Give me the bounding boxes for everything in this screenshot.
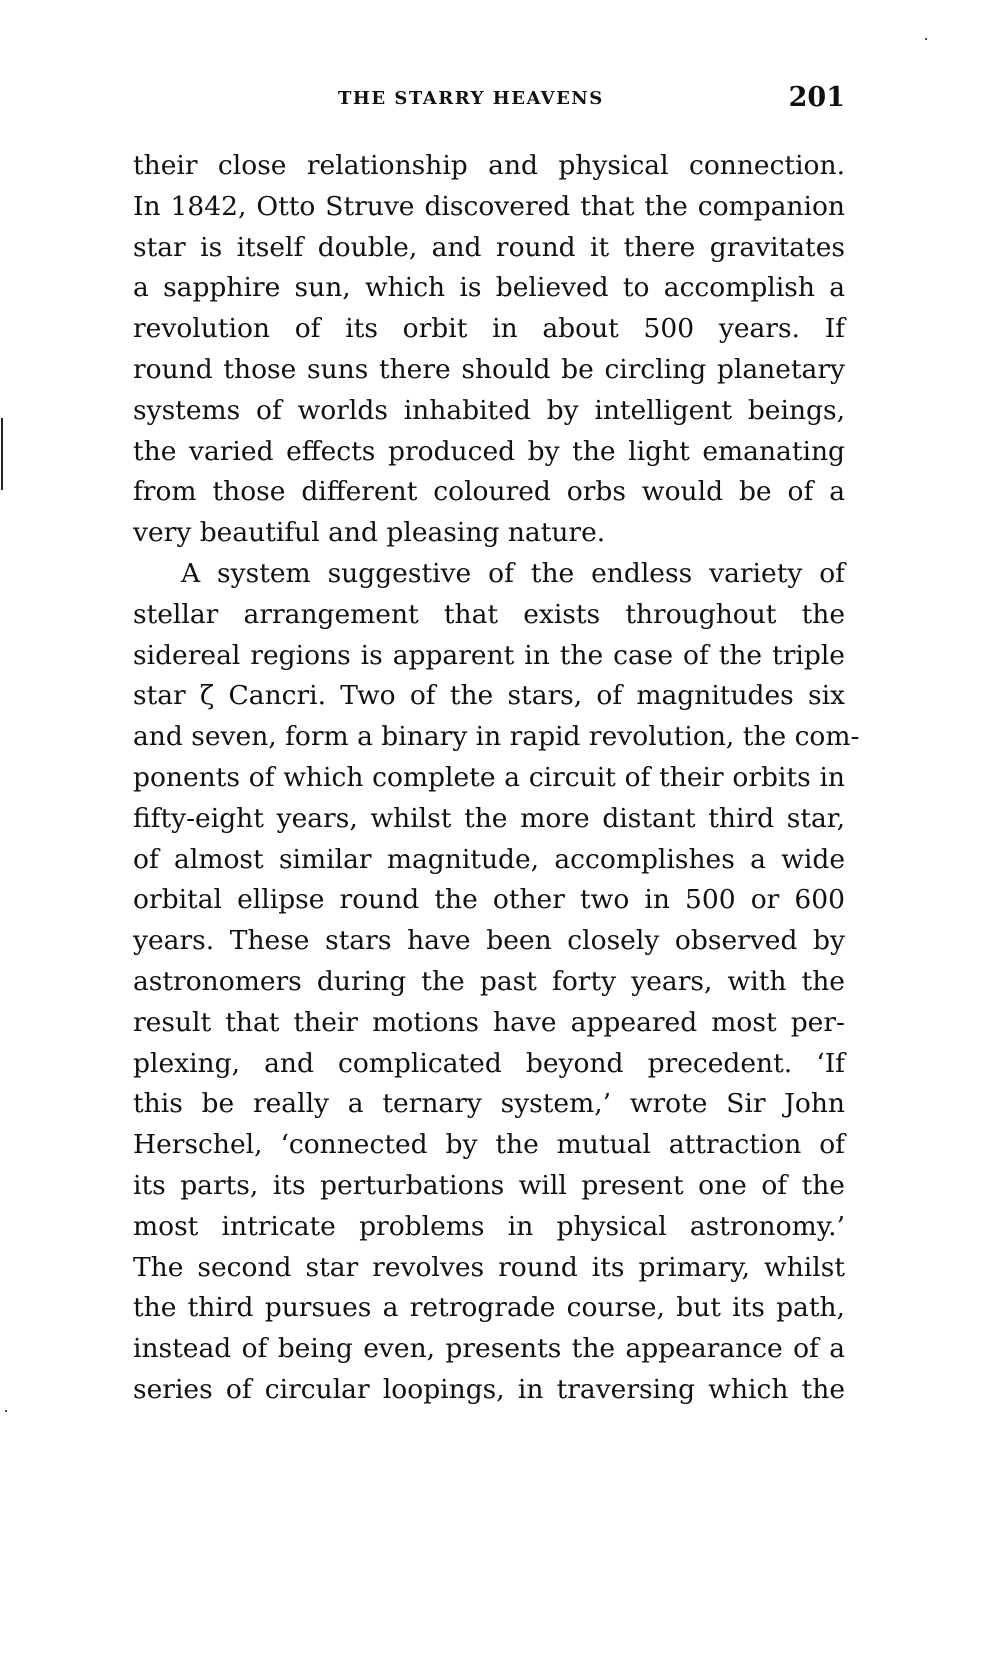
paragraph-1 xyxy=(133,146,845,554)
text-line: the third pursues a retrograde course, but its path, xyxy=(133,1292,845,1324)
text-line: from those different coloured orbs would be of a xyxy=(133,476,845,508)
text-line: stellar arrangement that exists throughout the xyxy=(133,598,845,630)
body-text xyxy=(133,146,860,1411)
text-line: Herschel, ‘connected by the mutual attraction of xyxy=(133,1129,845,1161)
running-title: THE STARRY HEAVENS xyxy=(338,88,604,109)
page-number: 201 xyxy=(788,82,845,113)
text-line: plexing, and complicated beyond precedent. ‘If xyxy=(133,1047,845,1079)
text-line: its parts, its perturbations will present one of the xyxy=(133,1169,845,1201)
text-line: very beautiful and pleasing nature. xyxy=(133,517,606,549)
margin-scan-line xyxy=(1,418,3,490)
text-line: astronomers during the past forty years, with the xyxy=(133,965,845,997)
text-line: this be really a ternary system,’ wrote Sir John xyxy=(133,1088,845,1120)
text-line: star is itself double, and round it there gravitates xyxy=(133,231,845,263)
text-line: most intricate problems in physical astronomy.’ xyxy=(133,1210,845,1242)
scan-speck xyxy=(5,1410,7,1412)
scan-speck xyxy=(925,38,927,40)
page-header xyxy=(133,82,845,122)
text-line: ponents of which complete a circuit of their orbits in xyxy=(133,761,845,793)
text-line: fifty-eight years, whilst the more distant third star, xyxy=(133,802,845,834)
text-line: A system suggestive of the endless variety of xyxy=(181,557,845,589)
text-line: revolution of its orbit in about 500 years. If xyxy=(133,313,845,345)
text-line: The second star revolves round its primary, whilst xyxy=(133,1251,845,1283)
paragraph-2 xyxy=(133,554,860,1411)
text-line: series of circular loopings, in traversing which the xyxy=(133,1373,845,1405)
text-line: instead of being even, presents the appearance of a xyxy=(133,1333,845,1365)
text-line: a sapphire sun, which is believed to accomplish a xyxy=(133,272,845,304)
text-line: and seven, form a binary in rapid revolution, the com- xyxy=(133,721,860,753)
text-line: In 1842, Otto Struve discovered that the companion xyxy=(133,190,845,222)
text-line: the varied effects produced by the light emanating xyxy=(133,435,845,467)
text-line: star ζ Cancri. Two of the stars, of magnitudes six xyxy=(133,680,845,712)
text-line: their close relationship and physical connection. xyxy=(133,150,845,181)
text-line: orbital ellipse round the other two in 500 or 600 xyxy=(133,884,845,916)
text-line: years. These stars have been closely observed by xyxy=(133,925,845,957)
text-line: of almost similar magnitude, accomplishes a wide xyxy=(133,843,845,875)
text-line: round those suns there should be circling planetary xyxy=(133,353,845,385)
text-line: sidereal regions is apparent in the case of the triple xyxy=(133,639,845,671)
text-line: result that their motions have appeared most per- xyxy=(133,1006,845,1038)
text-line: systems of worlds inhabited by intelligent beings, xyxy=(133,394,845,426)
